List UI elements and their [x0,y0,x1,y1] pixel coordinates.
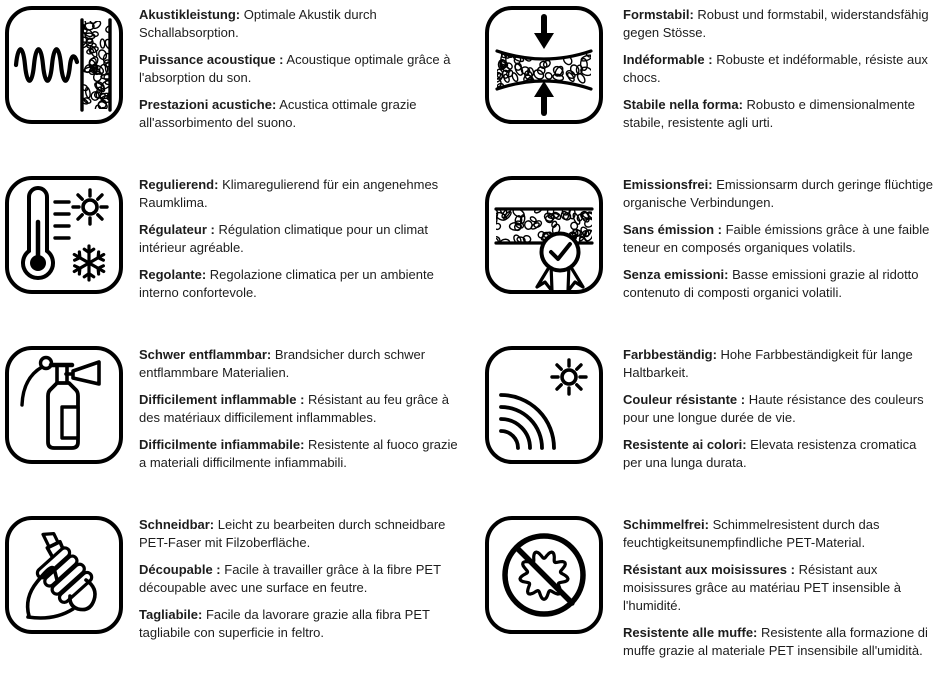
term-text: Acustica ottimale grazie all'assorbimento del suono. [139,97,417,130]
feature-paragraph-it [139,266,468,302]
feature-block-emissionsfrei [468,170,936,340]
feature-paragraph-it [623,266,936,302]
term-text: Hohe Farbbeständigkeit für lange Haltbarkeit. [623,347,913,380]
term-label: Sans émission : [623,222,722,237]
feature-texts [139,516,468,651]
feature-block-farbbestaendig [468,340,936,510]
term-label: Schwer entflammbar: [139,347,272,362]
feature-paragraph-fr [139,51,468,87]
feature-texts [623,176,936,311]
feature-paragraph-de [139,516,468,552]
compression-resistance-icon [485,6,603,124]
term-text: Emissionsarm durch geringe flüchtige organische Verbindungen. [623,177,933,210]
feature-paragraph-it [623,96,936,132]
feature-paragraph-de [139,6,468,42]
term-label: Regolante: [139,267,207,282]
term-label: Farbbeständig: [623,347,717,362]
feature-paragraph-fr [139,561,468,597]
feature-block-regulierend [0,170,468,340]
feature-paragraph-fr [139,391,468,427]
feature-texts [623,346,936,481]
feature-block-akustikleistung [0,0,468,170]
term-label: Difficilement inflammable : [139,392,305,407]
feature-block-schneidbar [0,510,468,680]
term-text: Robusto e dimensionalmente stabile, resistente agli urti. [623,97,915,130]
term-label: Résistant aux moisissures : [623,562,795,577]
term-label: Difficilmente infiammabile: [139,437,305,452]
colorfast-rainbow-sun-icon [485,346,603,464]
feature-paragraph-it [623,436,936,472]
term-text: Résistant aux moisissures grâce au matériau PET insensible à l'humidité. [623,562,901,613]
feature-block-schwer-entflammbar [0,340,468,510]
term-text: Basse emissioni grazie al ridotto contenuto di composti organici volatili. [623,267,919,300]
feature-paragraph-de [623,516,936,552]
term-text: Résistant au feu grâce à des matériaux difficilement inflammables. [139,392,449,425]
feature-block-schimmelfrei [468,510,936,680]
sound-absorption-icon [5,6,123,124]
term-label: Découpable : [139,562,221,577]
term-label: Emissionsfrei: [623,177,713,192]
term-label: Puissance acoustique : [139,52,284,67]
term-text: Facile da lavorare grazie alla fibra PET tagliabile con superficie in feltro. [139,607,430,640]
term-label: Schimmelfrei: [623,517,709,532]
feature-texts [623,6,936,141]
term-text: Elevata resistenza cromatica per una lunga durata. [623,437,917,470]
term-label: Tagliabile: [139,607,203,622]
term-text: Schimmelresistent durch das feuchtigkeitsunempfindliche PET-Material. [623,517,880,550]
term-label: Resistente ai colori: [623,437,747,452]
feature-texts [139,176,468,311]
feature-paragraph-fr [623,51,936,87]
feature-paragraph-de [139,176,468,212]
feature-paragraph-it [139,96,468,132]
feature-paragraph-it [139,436,468,472]
term-text: Régulation climatique pour un climat intérieur agréable. [139,222,429,255]
feature-paragraph-de [623,176,936,212]
term-label: Stabile nella forma: [623,97,743,112]
term-text: Haute résistance des couleurs pour une longue durée de vie. [623,392,924,425]
feature-texts [623,516,936,669]
feature-paragraph-de [623,6,936,42]
feature-paragraph-de [623,346,936,382]
feature-paragraph-fr [139,221,468,257]
term-text: Optimale Akustik durch Schallabsorption. [139,7,377,40]
term-label: Formstabil: [623,7,694,22]
feature-texts [139,346,468,481]
term-label: Akustikleistung: [139,7,241,22]
term-text: Regolazione climatica per un ambiente interno confortevole. [139,267,434,300]
feature-block-formstabil [468,0,936,170]
term-label: Regulierend: [139,177,219,192]
term-text: Facile à travailler grâce à la fibre PET découpable avec une surface en feutre. [139,562,441,595]
term-label: Indéformable : [623,52,713,67]
term-text: Acoustique optimale grâce à l'absorption du son. [139,52,451,85]
term-label: Resistente alle muffe: [623,625,758,640]
feature-paragraph-it [139,606,468,642]
term-label: Senza emissioni: [623,267,729,282]
feature-paragraph-fr [623,561,936,615]
term-text: Klimaregulierend für ein angenehmes Raumklima. [139,177,439,210]
term-text: Brandsicher durch schwer entflammbare Materialien. [139,347,426,380]
term-text: Robust und formstabil, widerstandsfähig gegen Stösse. [623,7,929,40]
no-mold-icon [485,516,603,634]
term-text: Robuste et indéformable, résiste aux chocs. [623,52,928,85]
feature-paragraph-de [139,346,468,382]
term-label: Couleur résistante : [623,392,746,407]
term-text: Resistente al fuoco grazie a materiali difficilmente infiammabili. [139,437,458,470]
term-label: Prestazioni acustiche: [139,97,277,112]
term-label: Régulateur : [139,222,215,237]
climate-regulation-icon [5,176,123,294]
term-label: Schneidbar: [139,517,215,532]
hand-cutter-icon [5,516,123,634]
feature-paragraph-fr [623,391,936,427]
fire-extinguisher-icon [5,346,123,464]
term-text: Faible émissions grâce à une faible teneur en composés organiques volatils. [623,222,930,255]
feature-texts [139,6,468,141]
term-text: Leicht zu bearbeiten durch schneidbare PET-Faser mit Filzoberfläche. [139,517,446,550]
feature-paragraph-it [623,624,936,660]
feature-paragraph-fr [623,221,936,257]
term-text: Resistente alla formazione di muffe grazie al materiale PET insensibile all'umidità. [623,625,928,658]
low-emission-certified-icon [485,176,603,294]
